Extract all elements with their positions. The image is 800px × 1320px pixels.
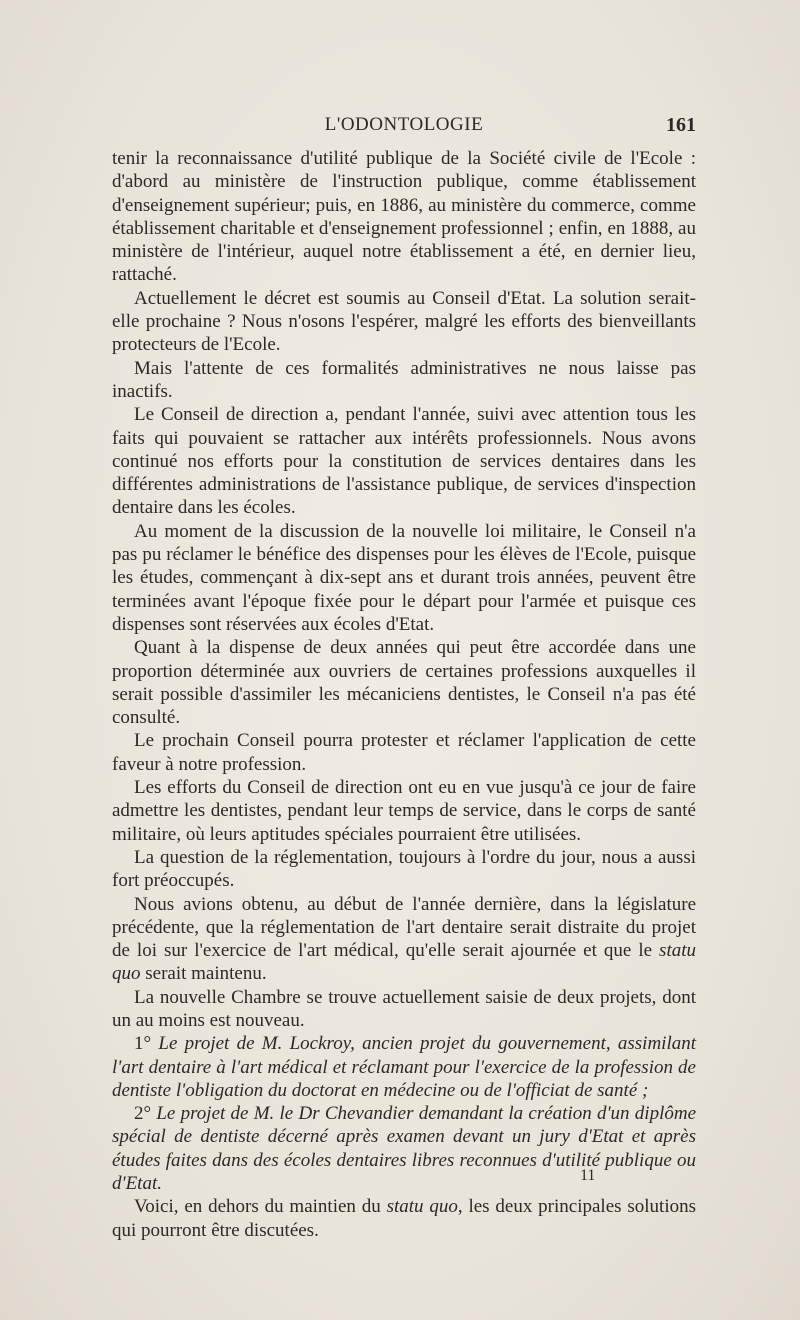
page-header [112,114,696,144]
paragraph-statu-quo [112,893,696,986]
text-run: serait maintenu. [140,963,267,985]
text-run: , les deux principales solutions qui pourront être discutées. [112,1196,696,1241]
paragraph: La nouvelle Chambre se trouve actuellement saisie de deux projets, dont un au moins est nouveau. [112,986,696,1031]
paragraph: Le prochain Conseil pourra protester et réclamer l'application de cette faveur à notre profession. [112,730,696,775]
paragraph: Actuellement le décret est soumis au Conseil d'Etat. La solution serait-elle prochaine ? Nous n'osons l'espérer, malgré les efforts des bienveillants protecteurs de l'Ecole. [112,287,696,356]
body-text [112,147,696,1242]
paragraph: Le Conseil de direction a, pendant l'année, suivi avec attention tous les faits qui pouvaient se rattacher aux intérêts professionnels. Nous avons continué nos efforts pour la constitution de services dentaires dans les différentes administrations de l'assistance publique, de services d'inspection dentaire dans les écoles. [112,404,696,519]
item-lead: Le projet de M. le Dr Chevandier [156,1103,414,1125]
item-lead: Le projet de M. Lockroy [158,1033,351,1055]
text-run: Nous avions obtenu, au début de l'année dernière, dans la législature précédente, que la réglementation de l'art dentaire serait distraite du projet de loi sur l'exercice de l'art médical, qu'elle serait ajournée et que le [112,893,696,962]
running-title: L'ODONTOLOGIE [324,114,484,135]
page-number: 161 [666,114,696,136]
paragraph-final [112,1195,696,1242]
paragraph: Au moment de la discussion de la nouvelle loi militaire, le Conseil n'a pas pu réclamer le bénéfice des dispenses pour les élèves de l'Ecole, puisque les études, commençant à dix-sept ans et durant trois années, peuvent être terminées avant l'époque fixée pour le départ pour l'armée et puisque ces dispenses sont réservées aux écoles d'Etat. [112,520,696,635]
paragraph: Les efforts du Conseil de direction ont eu en vue jusqu'à ce jour de faire admettre les dentistes, pendant leur temps de service, dans le corps de santé militaire, où leurs aptitudes spéciales pourraient être utilisées. [112,777,696,845]
signature-mark: 11 [580,1167,596,1184]
list-item [112,1032,696,1102]
paragraph: Mais l'attente de ces formalités administratives ne nous laisse pas inactifs. [112,357,696,402]
list-item [112,1102,696,1195]
emphasis: statu quo [112,940,696,985]
emphasis: statu quo [386,1196,458,1218]
item-number: 1° [134,1033,152,1055]
item-text: , ancien projet du gouvernement, assimilant l'art dentaire à l'art médical et réclamant pour l'exercice de la profession de dentiste l'obligation du doctorat en médecine ou de l'officiat de santé ; [112,1033,697,1101]
paragraph: tenir la reconnaissance d'utilité publique de la Société civile de l'Ecole : d'abord au ministère de l'instruction publique, comme établissement d'enseignement supérieur; puis, en 1886, au ministère du commerce, comme établissement charitable et d'enseignement professionnel ; enfin, en 1888, au ministère de l'intérieur, auquel notre établissement a été, en dernier lieu, rattaché. [112,148,696,286]
item-number: 2° [134,1103,152,1125]
item-text: demandant la création d'un diplôme spécial de dentiste décerné après examen devant un jury d'Etat et après études faites dans des écoles dentaires libres reconnues d'utilité publique ou d'Etat. [112,1103,697,1195]
paragraph: La question de la réglementation, toujours à l'ordre du jour, nous a aussi fort préoccupés. [112,846,696,892]
text-run: Voici, en dehors du maintien du [134,1196,387,1218]
paragraph: Quant à la dispense de deux années qui peut être accordée dans une proportion déterminée aux ouvriers de certaines professions auxquelles il serait possible d'assimiler les mécaniciens dentistes, le Conseil n'a pas été consulté. [112,637,696,729]
